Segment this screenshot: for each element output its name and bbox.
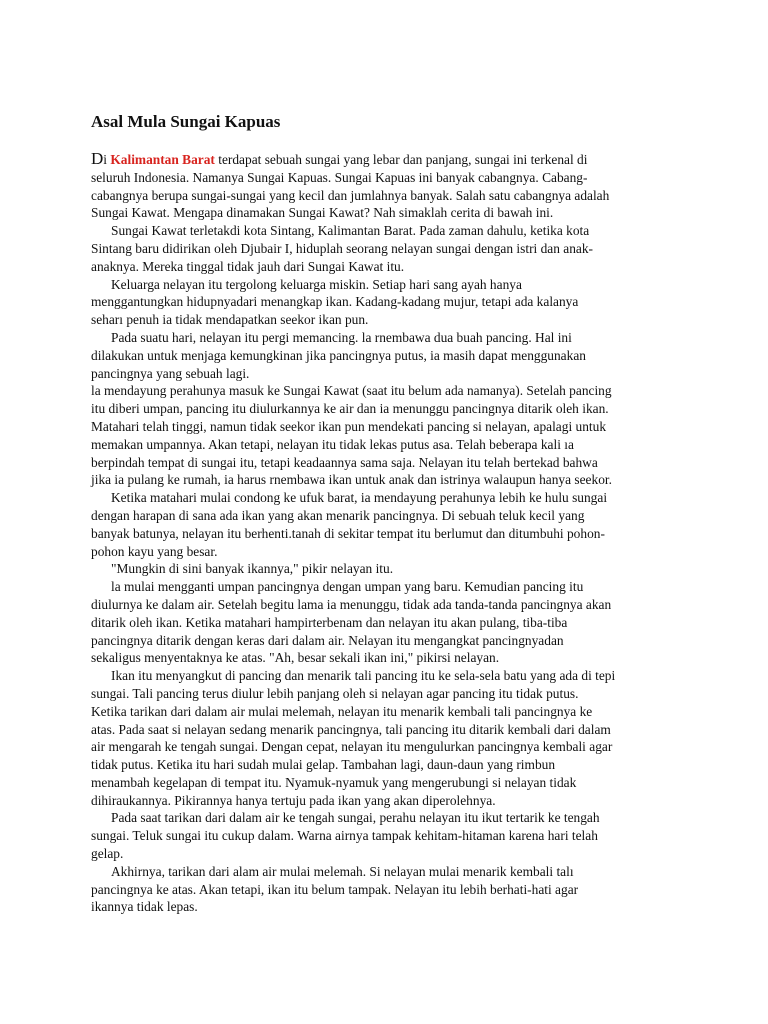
text-line: diulurnya ke dalam air. Setelah begitu lama ia menunggu, tidak ada tanda-tanda pancingnya akan — [91, 596, 612, 612]
text-line: cabangnya berupa sungai-sungai yang kecil dan jumlahnya banyak. Salah satu cabangnya adalah — [91, 187, 610, 203]
text-line: pancingnya yang sebuah lagi. — [91, 365, 250, 381]
highlight-place-name: Kalimantan Barat — [110, 152, 215, 167]
text-line: sekaligus menyentaknya ke atas. "Ah, besar sekali ikan ini," pikirsi nelayan. — [91, 650, 500, 666]
text-line: la mendayung perahunya masuk ke Sungai Kawat (saat itu belum ada namanya). Setelah pancing — [91, 383, 612, 399]
text-line: jika ia pulang ke rumah, ia harus rnembawa ikan untuk anak dan istrinya walaupun hanya seekor. — [91, 472, 612, 488]
text-line: pancingnya ditarik dengan keras dari dalam air. Nelayan itu mengangkat pancingnyadan — [91, 632, 564, 648]
text-line: anaknya. Mereka tinggal tidak jauh dari Sungai Kawat itu. — [91, 258, 405, 274]
first-line-rest: terdapat sebuah sungai yang lebar dan panjang, sungai ini terkenal di — [214, 152, 588, 167]
text-line: Akhirnya, tarikan dari alam air mulai melemah. Si nelayan mulai menarik kembali talı — [111, 863, 574, 879]
text-line: banyak batunya, nelayan itu berhenti.tanah di sekitar tempat itu berlumut dan ditumbuhi pohon- — [91, 525, 605, 541]
first-line-prefix: i — [103, 152, 111, 167]
text-line: dengan harapan di sana ada ikan yang akan menarik pancingnya. Di sebuah teluk kecil yang — [91, 507, 585, 523]
text-line: tidak putus. Ketika itu hari sudah mulai gelap. Tambahan lagi, daun-daun yang rimbun — [91, 757, 556, 773]
text-line: ikannya tidak lepas. — [91, 899, 198, 915]
text-line: la mulai mengganti umpan pancingnya dengan umpan yang baru. Kemudian pancing itu — [111, 579, 584, 595]
text-line: Pada saat tarikan dari dalam air ke tengah sungai, perahu nelayan itu ikut tertarik ke tengah — [111, 810, 600, 826]
text-line: Keluarga nelayan itu tergolong keluarga miskin. Setiap hari sang ayah hanya — [111, 276, 522, 292]
text-line: pohon kayu yang besar. — [91, 543, 218, 559]
document-title: Asal Mula Sungai Kapuas — [91, 112, 281, 131]
text-line: Ketika tarikan dari dalam air mulai melemah, nelayan itu menarik kembali tali pancingnya ke — [91, 703, 593, 719]
text-line: seharı penuh ia tidak mendapatkan seekor ikan pun. — [91, 312, 369, 328]
text-line: dihiraukannya. Pikirannya hanya tertuju pada ikan yang akan diperolehnya. — [91, 792, 496, 808]
text-line: gelap. — [91, 846, 124, 862]
text-line: air mengarah ke tengah sungai. Dengan cepat, nelayan itu mengulurkan pancingnya kembali agar — [91, 739, 613, 755]
text-line: dilakukan untuk menjaga kemungkinan jika pancingnya putus, ia masih dapat menggunakan — [91, 347, 586, 363]
text-line: ditarik oleh ikan. Ketika matahari hampirterbenam dan nelayan itu akan pulang, tiba-tiba — [91, 614, 568, 630]
text-line: menambah kegelapan di tempat itu. Nyamuk-nyamuk yang mengerubungi si nelayan tidak — [91, 774, 577, 790]
text-line: menggantungkan hidupnyadari menangkap ikan. Kadang-kadang mujur, tetapi ada kalanya — [91, 294, 579, 310]
story-body — [91, 150, 691, 916]
text-line: memakan umpannya. Akan tetapi, nelayan itu tidak lekas putus asa. Telah beberapa kali ıa — [91, 436, 574, 452]
text-line: sungai. Teluk sungai itu cukup dalam. Warna airnya tampak kehitam-hitaman karena hari telah — [91, 828, 598, 844]
text-line: pancingnya ke atas. Akan tetapi, ikan itu belum tampak. Nelayan itu lebih berhati-hati agar — [91, 881, 579, 897]
text-line: Sintang baru didirikan oleh Djubair I, hiduplah seorang nelayan sungai dengan istri dan anak- — [91, 240, 594, 256]
text-line: berpindah tempat di sungai itu, tetapi keadaannya sama saja. Nelayan itu telah bertekad bahwa — [91, 454, 598, 470]
text-line: Ikan itu menyangkut di pancing dan menarik tali pancing itu ke sela-sela batu yang ada di tepi — [111, 668, 616, 684]
text-line: sungai. Tali pancing terus diulur lebih panjang oleh si nelayan agar pancing itu tidak putus. — [91, 685, 579, 701]
text-line: Pada suatu hari, nelayan itu pergi memancing. la rnembawa dua buah pancing. Hal ini — [111, 329, 572, 345]
text-line: atas. Pada saat si nelayan sedang menarik pancingnya, tali pancing itu ditarik kembali dari dalam — [91, 721, 611, 737]
text-line: itu diberi umpan, pancing itu diulurkannya ke air dan ia menunggu pancingnya ditarik oleh ikan. — [91, 401, 609, 417]
text-line: Ketika matahari mulai condong ke ufuk barat, ia mendayung perahunya lebih ke hulu sungai — [111, 490, 608, 506]
dropcap-letter: D — [91, 149, 104, 168]
text-line: Matahari telah tinggi, namun tidak seekor ikan pun mendekati pancing si nelayan, apalagi untuk — [91, 418, 607, 434]
text-line: Sungai Kawat terletakdi kota Sintang, Kalimantan Barat. Pada zaman dahulu, ketika kota — [111, 223, 590, 239]
text-line: seluruh Indonesia. Namanya Sungai Kapuas. Sungai Kapuas ini banyak cabangnya. Cabang- — [91, 169, 588, 185]
text-line: Sungai Kawat. Mengapa dinamakan Sungai Kawat? Nah simaklah cerita di bawah ini. — [91, 205, 554, 221]
first-line — [91, 150, 691, 169]
text-line: "Mungkin di sini banyak ikannya," pikir nelayan itu. — [111, 561, 394, 577]
